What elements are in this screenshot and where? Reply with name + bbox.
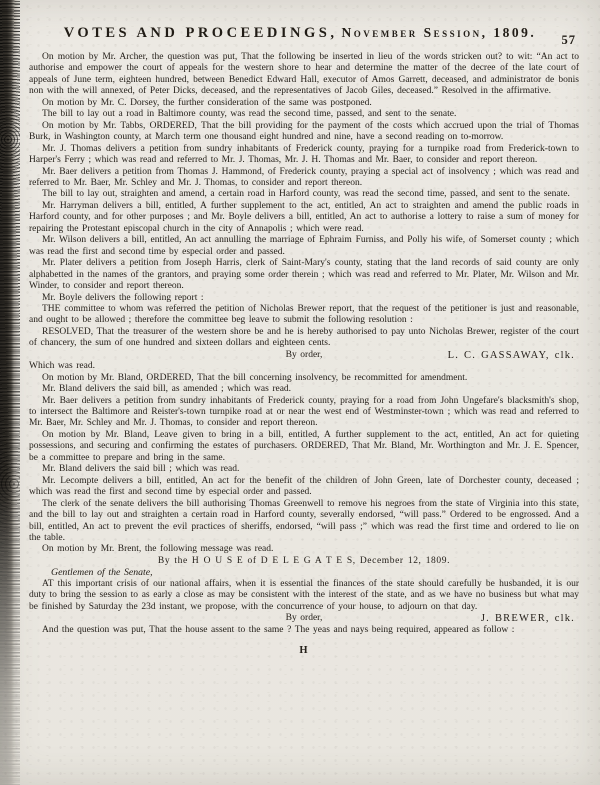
- paragraph: Mr. Boyle delivers the following report :: [42, 292, 204, 303]
- paragraph: Mr. Harryman delivers a bill, entitled, A further supplement to the act, entitled, An act to straighten and amend the public roads in Harford county, and for other purposes ; and Mr. Boyle delivers a bill, entitled, An act to authorise a lottery to raise a sum of money for repairing the Protestant episcopal church in the city of Annapolis ; which were read.: [29, 200, 579, 234]
- by-order-line: [29, 613, 579, 624]
- binding-edge-shadow: [0, 0, 20, 785]
- page-title: VOTES AND PROCEEDINGS,: [63, 25, 338, 41]
- paragraph: On motion by Mr. Bland, Leave given to bring in a bill, entitled, A further supplement to the act, entitled, An act for quieting possessions, and securing and confirming the estates of purchasers. ORDERED, That Mr. Bland, Mr. Worthington and Mr. J. E. Spencer, be a committee to prepare and bring in the same.: [29, 429, 579, 463]
- paragraph: The clerk of the senate delivers the bill authorising Thomas Greenwell to remove his negroes from the state of Virginia into this state, and the bill to lay out and straighten a certain road in Harford county, severally endorsed, “will pass.” Ordered to be engrossed. And a bill, entitled, An act to prevent the evil practices of sheriffs, endorsed, “will pass ;” which was read the first time and ordered to lie on the table.: [29, 498, 579, 544]
- paragraph: Mr. Bland delivers the said bill, as amended ; which was read.: [42, 384, 292, 395]
- paragraph: On motion by Mr. Archer, the question was put, That the following be inserted in lieu of the words stricken out? to wit: “An act to authorise and empower the court of appeals for the western shore to hear and determine the matter of the decree of the late court of appeals of June term, eighteen hundred, between Benedict Edward Hall, executor of Amos Garrett, deceased, and administrator de bonis non with the will annexed, of Peter Dicks, deceased, and the representatives of Jacob Giles, deceased.” Resolved in the affirmative.: [29, 52, 579, 97]
- paragraph: The bill to lay out, straighten and amend, a certain road in Harford county, was read the second time, passed, and sent to the senate.: [42, 189, 570, 200]
- paragraph: Mr. Lecompte delivers a bill, entitled, An act for the benefit of the children of John Green, late of Dorchester county, deceased ; which was read the first and second time by especial order and passed.: [29, 475, 579, 498]
- paragraph: Mr. Plater delivers a petition from Joseph Harris, clerk of Saint-Mary's county, stating that the land records of said county are only alphabetted in the names of the grantors, and praying some order therein ; which was read and referred to Mr. Plater, Mr. Wilson and Mr. Winder, to consider and report thereon.: [29, 258, 579, 292]
- paragraph: And the question was put, That the house assent to the same ? The yeas and nays being required, appeared as follow :: [42, 624, 515, 635]
- paragraph: On motion by Mr. Tabbs, ORDERED, That the bill providing for the payment of the costs which accrued upon the trial of Thomas Burk, in Washington county, at March term one thousand eight hundred and nine, have a second reading on to-morrow.: [29, 120, 579, 143]
- paragraph: The bill to lay out a road in Baltimore county, was read the second time, passed, and sent to the senate.: [42, 109, 457, 120]
- paragraph: RESOLVED, That the treasurer of the western shore be and he is hereby authorised to pay unto Nicholas Brewer, register of the court of chancery, the sum of one hundred and sixteen dollars and eighteen cents.: [29, 326, 579, 349]
- paragraph: Mr. Baer delivers a petition from Thomas J. Hammond, of Frederick county, praying a special act of insolvency ; which was read and referred to Mr. Baer, Mr. Schley and Mr. J. Thomas, to consider and report thereon.: [29, 166, 579, 188]
- by-order-text: By order,: [285, 349, 323, 360]
- paragraph: On motion by Mr. C. Dorsey, the further consideration of the same was postponed.: [42, 97, 372, 108]
- by-order-text: By order,: [285, 613, 323, 624]
- paragraph: Mr. Bland delivers the said bill ; which was read.: [42, 464, 240, 475]
- page-title-session: November Session, 1809.: [341, 25, 537, 40]
- paragraph: By the H O U S E of D E L E G A T E S, December 12, 1809.: [157, 555, 451, 566]
- paragraph: On motion by Mr. Brent, the following message was read.: [42, 544, 274, 555]
- document-body: [29, 52, 579, 657]
- page-number: 57: [561, 33, 576, 47]
- paragraph: Mr. Wilson delivers a bill, entitled, An act annulling the marriage of Ephraim Furniss, and Polly his wife, of Somerset county ; which was read the first and second time by especial order and passed.: [29, 235, 579, 257]
- paragraph: THE committee to whom was referred the petition of Nicholas Brewer report, that the request of the petitioner is just and reasonable, and ought to be allowed ; therefore the committee beg leave to submit the following resolution :: [29, 303, 579, 326]
- paragraph: Gentlemen of the Senate,: [51, 567, 153, 579]
- paragraph: AT this important crisis of our national affairs, when it is essential the finances of the state should carefully be husbanded, it is our duty to bring the session to as early a close as may be consistent with the interest of the state, and as we have no business but what may be finished by Saturday the 23d instant, we propose, with the concurrence of your house, to adjourn on that day.: [29, 578, 579, 612]
- paragraph: Mr. Baer delivers a petition from sundry inhabitants of Frederick county, praying for a road from John Ungefare's blacksmith's shop, to intersect the Baltimore and Reister's-town turnpike road at or near the west end of Westminster-town ; which was read and referred to Mr. Baer, Mr. Schley and Mr. J. Thomas, to consider and report thereon.: [29, 395, 579, 429]
- clerk-signature: L. C. GASSAWAY, clk.: [447, 349, 575, 361]
- paragraph: On motion by Mr. Bland, ORDERED, That the bill concerning insolvency, be recommitted for amendment.: [42, 372, 468, 383]
- clerk-signature: J. BREWER, clk.: [480, 613, 575, 625]
- by-order-line: [29, 350, 579, 361]
- paragraph: Which was read.: [29, 361, 95, 372]
- paragraph: Mr. J. Thomas delivers a petition from sundry inhabitants of Frederick county, praying for a turnpike road from Frederick-town to Harper's Ferry ; which was read and referred to Mr. J. Thomas, Mr. J. H. Thomas and Mr. Baer, to consider and report thereon.: [29, 143, 579, 166]
- page-header: [40, 24, 560, 42]
- signature-mark: H: [299, 645, 309, 657]
